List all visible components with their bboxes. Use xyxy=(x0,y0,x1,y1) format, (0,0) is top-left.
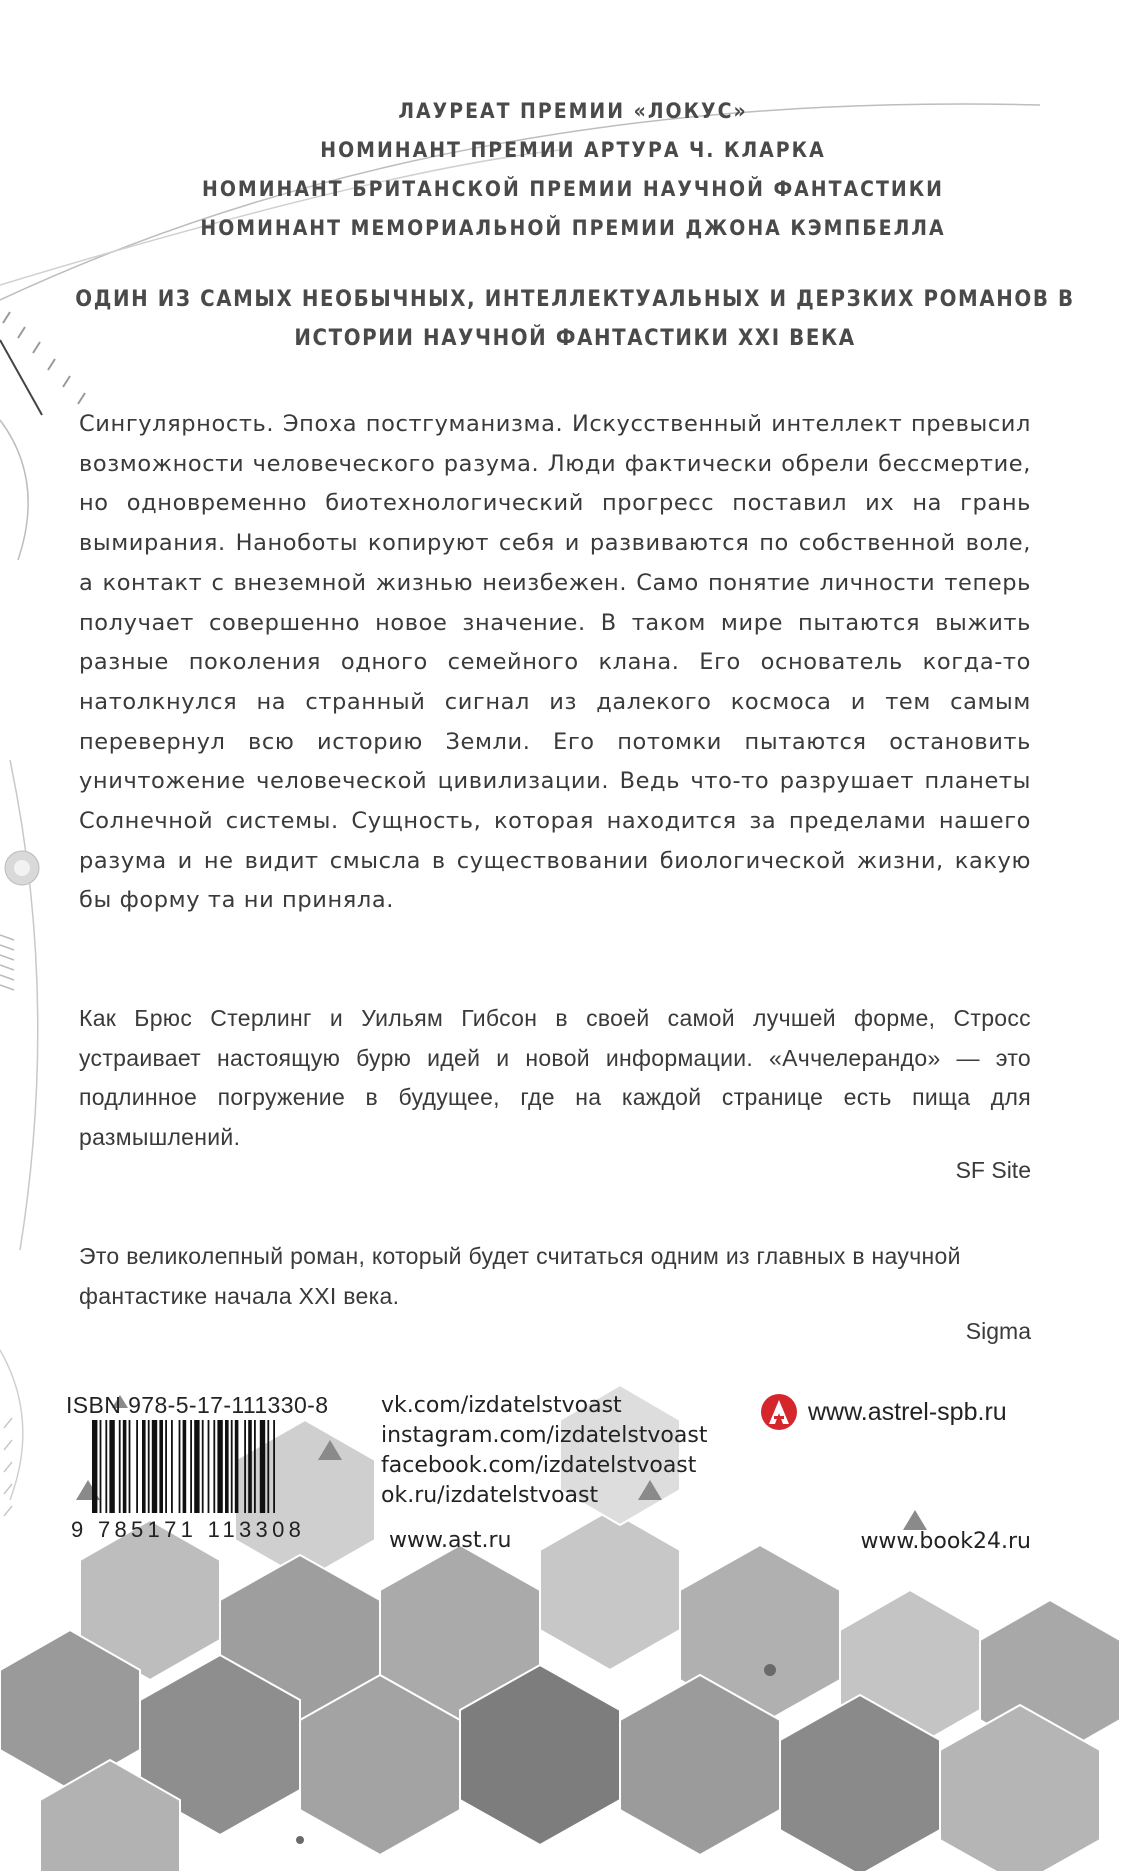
award-line: ЛАУРЕАТ ПРЕМИИ «ЛОКУС» xyxy=(398,99,748,123)
book-description: Сингулярность. Эпоха постгуманизма. Искусственный интеллект превысил возможности человеческого разума. Люди фактически обрели бессмертие, но одновременно биотехнологический прогресс поставил их на грань вымирания. Наноботы копируют себя и развиваются по собственной воле, а контакт с внеземной жизнью неизбежен. Само понятие личности теперь получает совершенно новое значение. В таком мире пытаются выжить разные поколения одного семейного клана. Его основатель когда-то натолкнулся на странный сигнал из далекого космоса и тем самым перевернул всю историю Земли. Его потомки пытаются остановить уничтожение человеческой цивилизации. Ведь что-то разрушает планеты Солнечной системы. Сущность, которая находится за пределами нашего разума и не видит смысла в существовании биологической жизни, какую бы форму та ни приняла. xyxy=(79,411,1031,914)
barcode-bar xyxy=(244,1420,246,1513)
barcode-bar xyxy=(142,1420,146,1513)
astrel-logo-icon xyxy=(760,1393,798,1431)
barcode-bar xyxy=(235,1420,239,1513)
barcode-bar xyxy=(254,1420,256,1513)
barcode-bar xyxy=(109,1420,114,1513)
social-link-instagram[interactable]: instagram.com/izdatelstvoast xyxy=(381,1423,708,1448)
review-quote: Как Брюс Стерлинг и Уильям Гибсон в своей самой лучшей форме, Стросс устраивает настоящую бурю идей и новой информации. «Аччелерандо» — это подлинное погружение в будущее, где на каждой странице есть пища для размышлений. xyxy=(79,1005,1031,1150)
astrel-url: www.astrel-spb.ru xyxy=(808,1397,1007,1426)
book24-url[interactable]: www.book24.ru xyxy=(860,1529,1031,1554)
awards-list xyxy=(0,92,1146,248)
barcode-bar xyxy=(179,1420,181,1513)
barcode-bar xyxy=(165,1420,167,1513)
barcode-bar xyxy=(123,1420,127,1513)
review-source: SF Site xyxy=(955,1157,1031,1183)
award-line: НОМИНАНТ ПРЕМИИ АРТУРА Ч. КЛАРКА xyxy=(320,138,826,162)
barcode-bar xyxy=(231,1420,233,1513)
award-line: НОМИНАНТ БРИТАНСКОЙ ПРЕМИИ НАУЧНОЙ ФАНТАСТИКИ xyxy=(202,177,944,201)
review-source: Sigma xyxy=(965,1318,1031,1344)
barcode-bar xyxy=(225,1420,229,1513)
barcode-bar xyxy=(248,1420,252,1513)
barcode-bar xyxy=(194,1420,199,1513)
barcode-bar xyxy=(183,1420,187,1513)
barcode-bar xyxy=(273,1420,275,1513)
barcode-bar xyxy=(190,1420,192,1513)
tagline: ОДИН ИЗ САМЫХ НЕОБЫЧНЫХ, ИНТЕЛЛЕКТУАЛЬНЫХ И ДЕРЗКИХ РОМАНОВ В ИСТОРИИ НАУЧНОЙ ФАНТАСТИКИ XXI ВЕКА xyxy=(75,287,1075,351)
barcode-bar xyxy=(119,1420,121,1513)
astrel-link[interactable] xyxy=(760,1393,1007,1431)
barcode-bar xyxy=(129,1420,131,1513)
barcode-bar xyxy=(136,1420,138,1513)
barcode-bar xyxy=(213,1420,215,1513)
isbn: ISBN 978-5-17-111330-8 xyxy=(66,1392,329,1418)
barcode xyxy=(92,1420,354,1513)
barcode-bar xyxy=(171,1420,173,1513)
barcode-bar xyxy=(100,1420,102,1513)
barcode-bar xyxy=(208,1420,210,1513)
barcode-bar xyxy=(267,1420,269,1513)
barcode-bar xyxy=(260,1420,265,1513)
review-quote: Это великолепный роман, который будет считаться одним из главных в научной фантастике начала XXI века. xyxy=(79,1243,961,1309)
barcode-bar xyxy=(152,1420,157,1513)
barcode-bar xyxy=(92,1420,97,1513)
barcode-bar xyxy=(148,1420,150,1513)
barcode-bar xyxy=(202,1420,204,1513)
social-links xyxy=(381,1391,707,1511)
social-link-ok[interactable]: ok.ru/izdatelstvoast xyxy=(381,1483,599,1508)
ast-url[interactable]: www.ast.ru xyxy=(389,1528,512,1553)
barcode-bar xyxy=(217,1420,222,1513)
social-link-vk[interactable]: vk.com/izdatelstvoast xyxy=(381,1393,622,1418)
barcode-number: 9 785171 113308 xyxy=(71,1517,306,1542)
barcode-bar xyxy=(105,1420,107,1513)
social-link-facebook[interactable]: facebook.com/izdatelstvoast xyxy=(381,1453,697,1478)
award-line: НОМИНАНТ МЕМОРИАЛЬНОЙ ПРЕМИИ ДЖОНА КЭМПБЕЛЛА xyxy=(200,216,946,240)
barcode-bar xyxy=(159,1420,163,1513)
